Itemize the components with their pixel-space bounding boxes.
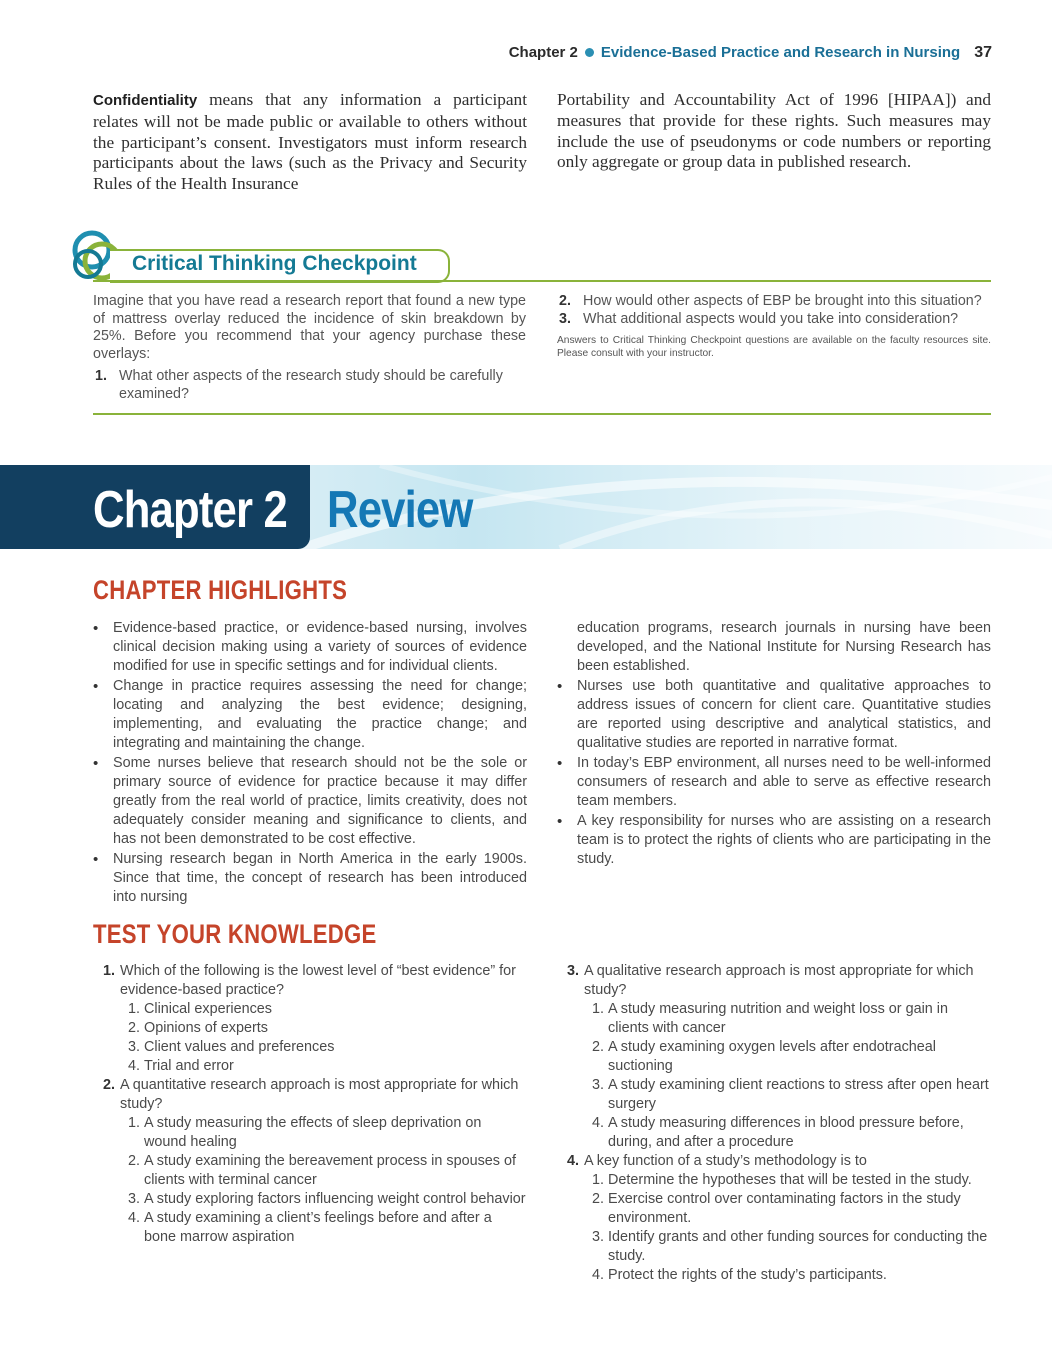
option-number: 2. bbox=[128, 1153, 141, 1169]
quiz-option bbox=[93, 1190, 527, 1209]
quiz-question-number: 3. bbox=[567, 963, 580, 979]
checkpoint-top-rule bbox=[93, 280, 991, 282]
intro-left-text: means that any information a participant relates will not be made public or available to others without the participant’s consent. Investigators must inform research participants about the laws (such as the Privacy and Security Rules of the Health Insurance bbox=[93, 90, 527, 194]
option-number: 3. bbox=[128, 1039, 141, 1055]
option-text: A study measuring nutrition and weight loss or gain in clients with cancer bbox=[608, 1001, 948, 1036]
option-text: A study examining client reactions to stress after open heart surgery bbox=[608, 1077, 989, 1112]
option-number: 4. bbox=[592, 1115, 605, 1131]
highlights-right-column bbox=[557, 619, 991, 870]
running-head-title: Evidence-Based Practice and Research in Nursing bbox=[600, 44, 961, 61]
quiz-option bbox=[557, 1266, 991, 1285]
quiz-question-stem: A key function of a study’s methodology is to bbox=[584, 1153, 867, 1169]
option-text: A study exploring factors influencing weight control behavior bbox=[144, 1191, 526, 1207]
quiz-option bbox=[557, 1228, 991, 1266]
checkpoint-right-column bbox=[557, 293, 991, 360]
quiz-option bbox=[557, 1171, 991, 1190]
confidentiality-term: Confidentiality bbox=[93, 92, 198, 109]
option-number: 1. bbox=[592, 1172, 605, 1188]
checkpoint-question bbox=[93, 368, 526, 403]
question-number: 2. bbox=[559, 293, 571, 309]
option-text: Exercise control over contaminating factors in the study environment. bbox=[608, 1191, 961, 1226]
quiz-question-stem: A qualitative research approach is most appropriate for which study? bbox=[584, 963, 974, 998]
option-text: Protect the rights of the study’s participants. bbox=[608, 1267, 887, 1283]
option-text: A study examining oxygen levels after endotracheal suctioning bbox=[608, 1039, 936, 1074]
question-text: How would other aspects of EBP be brought into this situation? bbox=[583, 293, 982, 309]
highlight-item: • Evidence-based practice, or evidence-based nursing, involves clinical decision making using a variety of sources of evidence modified for use in specific settings and for individual clients. bbox=[93, 619, 527, 676]
option-text: A study examining the bereavement process in spouses of clients with terminal cancer bbox=[144, 1153, 516, 1188]
test-your-knowledge-heading: TEST YOUR KNOWLEDGE bbox=[93, 919, 377, 949]
option-number: 2. bbox=[128, 1020, 141, 1036]
option-number: 1. bbox=[128, 1115, 141, 1131]
checkpoint-answer-note: Answers to Critical Thinking Checkpoint questions are available on the faculty resources site. Please consult with your instructor. bbox=[557, 335, 991, 360]
checkpoint-bottom-rule bbox=[93, 413, 991, 415]
running-head-chapter: Chapter 2 bbox=[508, 44, 578, 61]
quiz-question-number: 1. bbox=[103, 963, 116, 979]
question-text: What additional aspects would you take into consideration? bbox=[583, 310, 959, 327]
option-text: Clinical experiences bbox=[144, 1001, 272, 1017]
quiz-right-column bbox=[557, 962, 991, 1285]
checkpoint-title: Critical Thinking Checkpoint bbox=[132, 252, 417, 275]
question-text: What other aspects of the research study should be carefully examined? bbox=[119, 368, 503, 402]
option-text: Client values and preferences bbox=[144, 1039, 335, 1055]
checkpoint-scenario: Imagine that you have read a research report that found a new type of mattress overlay reduced the incidence of skin breakdown by 25%. Before you recommend that your agency purchase these overlays: bbox=[93, 293, 526, 362]
option-number: 4. bbox=[592, 1267, 605, 1283]
quiz-question bbox=[93, 1076, 527, 1114]
intro-left-column bbox=[93, 90, 527, 195]
option-text: Determine the hypotheses that will be tested in the study. bbox=[608, 1172, 972, 1188]
option-text: A study measuring differences in blood pressure before, during, and after a procedure bbox=[608, 1115, 964, 1150]
question-number: 3. bbox=[559, 310, 571, 327]
option-number: 3. bbox=[592, 1229, 605, 1245]
option-number: 4. bbox=[128, 1210, 141, 1226]
option-number: 2. bbox=[592, 1191, 605, 1207]
review-title: Review bbox=[327, 481, 473, 539]
option-number: 1. bbox=[592, 1001, 605, 1017]
quiz-option bbox=[93, 1114, 527, 1152]
quiz-option bbox=[93, 1209, 527, 1247]
bullet-dot-icon bbox=[585, 48, 594, 57]
checkpoint-question bbox=[557, 293, 991, 311]
option-text: Opinions of experts bbox=[144, 1020, 268, 1036]
highlight-item: • Change in practice requires assessing the need for change; locating and analyzing the best evidence; designing, implementing, and evaluating the practice change; and integrating and maintaining the change. bbox=[93, 677, 527, 753]
quiz-option bbox=[93, 1000, 527, 1019]
highlight-item: • Nurses use both quantitative and qualitative approaches to address issues of concern for client care. Quantitative studies are reported using descriptive and analytical statistics, and qualitative studies are reported in narrative format. bbox=[557, 677, 991, 753]
option-text: A study measuring the effects of sleep deprivation on wound healing bbox=[144, 1115, 482, 1150]
quiz-question-number: 2. bbox=[103, 1077, 116, 1093]
page-number: 37 bbox=[974, 44, 992, 61]
quiz-question-stem: Which of the following is the lowest level of “best evidence” for evidence-based practice? bbox=[120, 963, 516, 998]
quiz-question bbox=[93, 962, 527, 1000]
quiz-option bbox=[557, 1000, 991, 1038]
quiz-option bbox=[93, 1019, 527, 1038]
quiz-option bbox=[557, 1114, 991, 1152]
highlight-item: • In today’s EBP environment, all nurses need to be well-informed consumers of research and able to serve as effective research team members. bbox=[557, 754, 991, 811]
quiz-question-number: 4. bbox=[567, 1153, 580, 1169]
running-head bbox=[400, 44, 992, 66]
option-number: 2. bbox=[592, 1039, 605, 1055]
option-text: A study examining a client’s feelings before and after a bone marrow aspiration bbox=[144, 1210, 492, 1245]
review-chapter-label: Chapter 2 bbox=[93, 481, 287, 539]
intro-right-column: Portability and Accountability Act of 1996 [HIPAA]) and measures that provide for these rights. Such measures may include the use of pseudonyms or code numbers or reporting only aggregate or group data in published research. bbox=[557, 90, 991, 172]
option-text: Trial and error bbox=[144, 1058, 234, 1074]
option-number: 4. bbox=[128, 1058, 141, 1074]
quiz-question-stem: A quantitative research approach is most appropriate for which study? bbox=[120, 1077, 519, 1112]
quiz-option bbox=[93, 1152, 527, 1190]
option-number: 1. bbox=[128, 1001, 141, 1017]
option-text: Identify grants and other funding sources for conducting the study. bbox=[608, 1229, 988, 1264]
quiz-option bbox=[93, 1057, 527, 1076]
option-number: 3. bbox=[128, 1191, 141, 1207]
quiz-option bbox=[557, 1038, 991, 1076]
quiz-option bbox=[93, 1038, 527, 1057]
highlights-left-column bbox=[93, 619, 527, 908]
option-number: 3. bbox=[592, 1077, 605, 1093]
chapter-highlights-heading: CHAPTER HIGHLIGHTS bbox=[93, 575, 348, 605]
question-number: 1. bbox=[95, 368, 107, 385]
quiz-question bbox=[557, 962, 991, 1000]
checkpoint-left-column bbox=[93, 293, 526, 404]
highlight-item: • Some nurses believe that research should not be the sole or primary source of evidence for practice because it may differ greatly from the real world of practice, limits creativity, does not adequately consider meaning and significance to clients, and has not been demonstrated to be cost effective. bbox=[93, 754, 527, 849]
highlight-item: • A key responsibility for nurses who are assisting on a research team is to protect the rights of clients who are participating in the study. bbox=[557, 812, 991, 869]
highlight-item: • Nursing research began in North America in the early 1900s. Since that time, the concept of research has been introduced into nursing bbox=[93, 850, 527, 907]
quiz-option bbox=[557, 1076, 991, 1114]
quiz-question bbox=[557, 1152, 991, 1171]
quiz-left-column bbox=[93, 962, 527, 1247]
highlight-continuation: education programs, research journals in nursing have been developed, and the National Institute for Nursing Research has been established. bbox=[577, 620, 991, 674]
quiz-option bbox=[557, 1190, 991, 1228]
checkpoint-question bbox=[557, 311, 991, 329]
